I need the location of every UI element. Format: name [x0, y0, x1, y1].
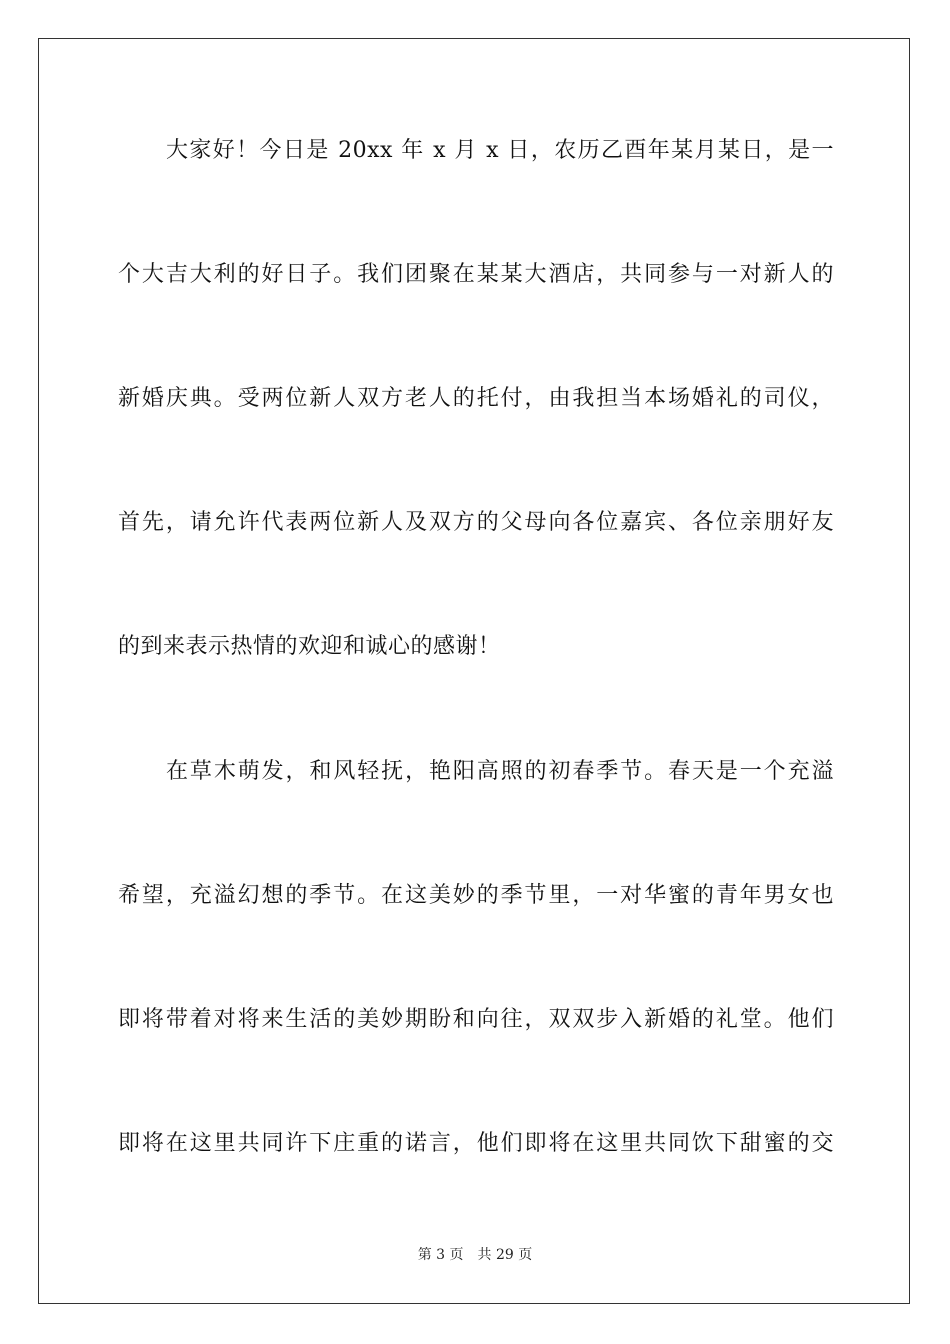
paragraph-2-line-1: 在草木萌发，和风轻抚，艳阳高照的初春季节。春天是一个充溢 [166, 759, 834, 784]
paragraph-2-line-3: 即将带着对将来生活的美妙期盼和向往，双双步入新婚的礼堂。他们 [118, 1007, 834, 1032]
paragraph-2-line-4: 即将在这里共同许下庄重的诺言，他们即将在这里共同饮下甜蜜的交 [118, 1131, 834, 1156]
paragraph-1-line-5: 的到来表示热情的欢迎和诚心的感谢！ [118, 634, 501, 659]
page-border [38, 38, 910, 1304]
page-footer [0, 1246, 950, 1264]
paragraph-1-line-3: 新婚庆典。受两位新人双方老人的托付，由我担当本场婚礼的司仪， [118, 386, 834, 411]
total-pages: 共 29 页 [477, 1247, 533, 1263]
paragraph-1-line-2: 个大吉大利的好日子。我们团聚在某某大酒店，共同参与一对新人的 [118, 262, 834, 287]
paragraph-1-line-4: 首先，请允许代表两位新人及双方的父母向各位嘉宾、各位亲朋好友 [118, 510, 834, 535]
page-number: 第 3 页 [417, 1247, 464, 1263]
paragraph-2-line-2: 希望，充溢幻想的季节。在这美妙的季节里，一对华蜜的青年男女也 [118, 883, 834, 908]
paragraph-1-line-1: 大家好！今日是 20xx 年 x 月 x 日，农历乙酉年某月某日，是一 [166, 138, 834, 163]
